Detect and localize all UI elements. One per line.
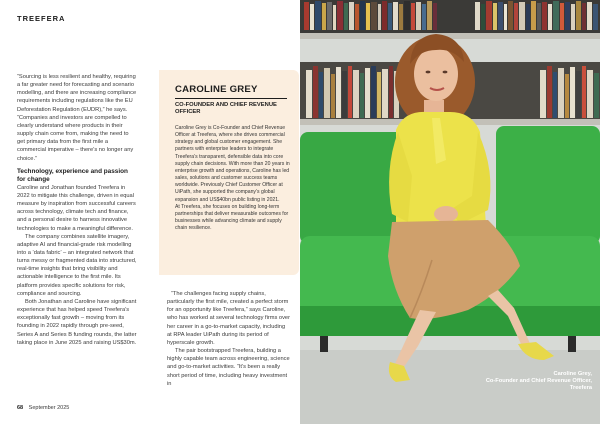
portrait-illustration — [300, 0, 600, 424]
page-footer — [17, 405, 69, 411]
middle-paragraph-1: “The challenges facing supply chains, particularly the first mile, created a perfect storm for an opportunity like Treefera,” says Caroline, who has worked at several technology firms over her career in a go-to-market capacity, including at RPA leader UiPath during its period of hyperscale growth. — [167, 291, 290, 346]
profile-bio-1: Caroline Grey is Co-Founder and Chief Revenue Officer at Treefera, where she drives commercial strategy and global customer engagement. She partners with enterprise leaders to integrate Treefera’s transparent, defensible data into core supply chain decisions. With more than 20 years in enterprise growth and operations, Caroline has led sales, solutions and customer success teams worldwide. Previously Chief Customer Officer at UiPath, she supported the company’s global expansion and US$40bn public listing in 2021. — [175, 125, 290, 203]
profile-sidebar — [159, 70, 299, 275]
left-paragraph-4: Both Jonathan and Caroline have significant experience that has helped speed Treefera’s exceptionally fast growth – moving from its founding in 2022 rapidly through pre-seed, Series A and Series B funding rounds, the latter taking place in June 2025 and raising US$30m. — [17, 298, 137, 346]
brand-name: TREEFERA — [17, 14, 66, 23]
page-number: 68 — [17, 405, 24, 411]
issue-date: September 2025 — [28, 405, 70, 411]
left-paragraph-3: The company combines satellite imagery, adaptive AI and financial-grade risk modelling into a ‘data fabric’ – an integrated network that turns messy or fragmented data into structured, real-time insights that bring visibility and actionable intelligence to the first mile. Its platform provides specific solutions for risk, compliance and sourcing. — [17, 233, 137, 297]
profile-role: CO-FOUNDER AND CHIEF REVENUE OFFICER — [175, 102, 277, 115]
caption-name: Caroline Grey, — [553, 371, 592, 377]
photo-caption — [482, 371, 592, 392]
profile-divider — [175, 98, 287, 99]
portrait-photo — [300, 0, 600, 424]
middle-paragraph-2: The pair bootstrapped Treefera, building a highly capable team across engineering, science and go-to-market activities. “It’s been a really short period of time, including heavy investment in — [167, 348, 290, 387]
middle-text-column — [167, 290, 291, 388]
left-paragraph-2: Caroline and Jonathan founded Treefera in 2022 to mitigate this challenge, driven in equal measure by inspiration from successful careers across technology, climate tech and finance, and a personal desire to harness innovative technologies to make a meaningful difference. — [17, 184, 136, 232]
left-text-column — [17, 73, 137, 347]
left-paragraph-1: “Sourcing is less resilient and healthy, requiring a far greater need for forecasting and scenario modelling, and there are increasing compliance requirements including regulations like the EU Deforestation Regulation (EUDR),” he says. “Companies and investors are compelled to clearly understand where products in their supply chain come from, making the need to get primary data from the first mile a commercial imperative – there’s no longer any choice.” — [17, 74, 137, 162]
profile-name: CAROLINE GREY — [175, 84, 258, 95]
caption-role: Co-Founder and Chief Revenue Officer, Treefera — [485, 378, 592, 391]
profile-bio-2: At Treefera, she focuses on building long-term partnerships that deliver measurable outcomes for businesses while advancing climate and supply chain resilience. — [175, 203, 289, 232]
section-subheading: Technology, experience and passion for change — [17, 167, 128, 183]
